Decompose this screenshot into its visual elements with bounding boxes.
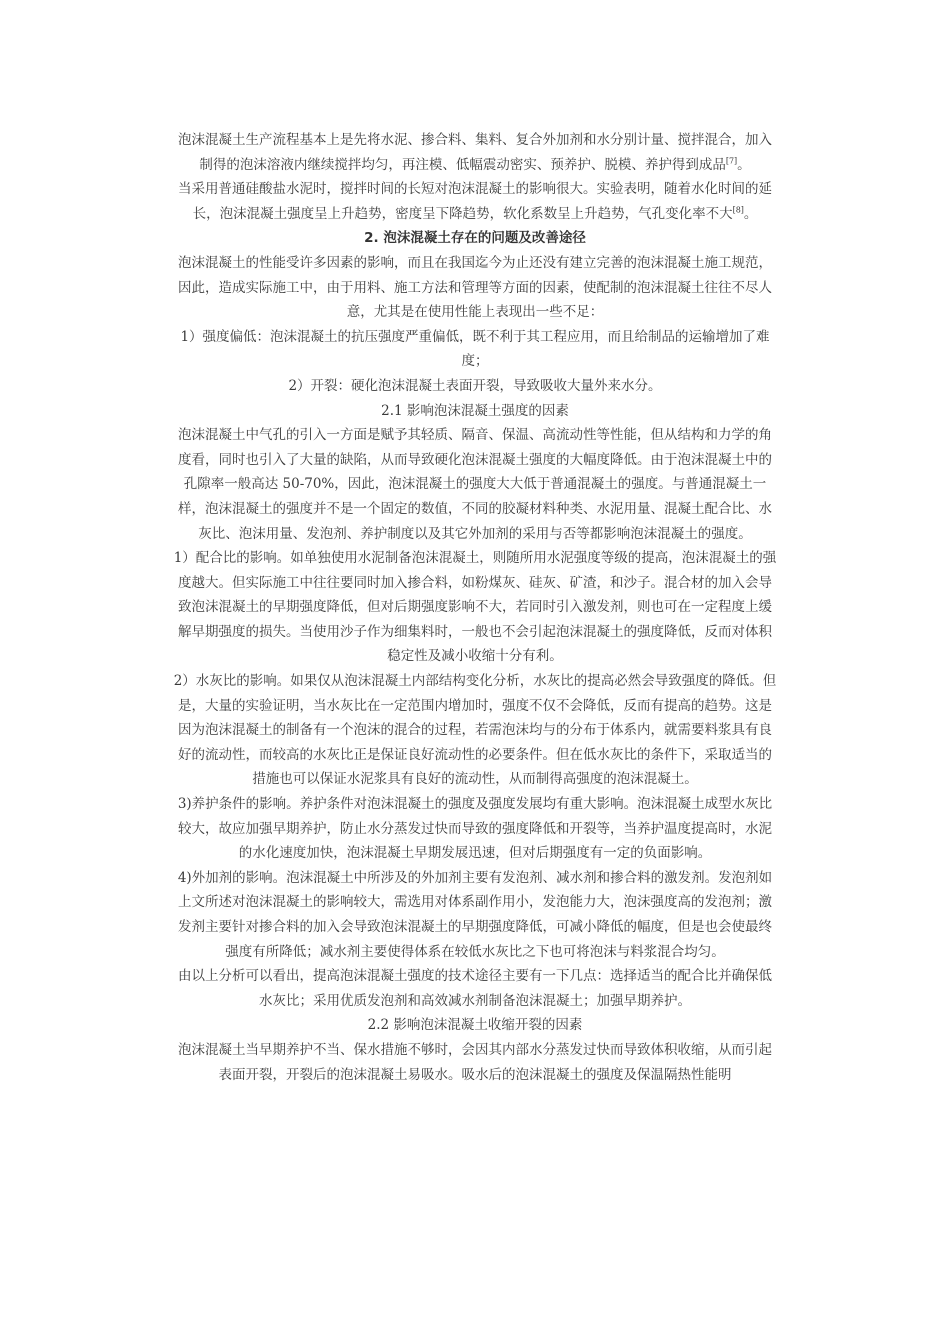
paragraph-water-cement-ratio: 2）水灰比的影响。如果仅从泡沫混凝土内部结构变化分析，水灰比的提高必然会导致强度的降低。但是，大量的实验证明，当水灰比在一定范围内增加时，强度不仅不会降低，反而有提高的趋势。这是因为泡沫混凝土的制备有一个泡沫的混合的过程，若需泡沫均与的分布于体系内，就需要料浆具有良好的流动性，而较高的水灰比正是保证良好流动性的必要条件。但在低水灰比的条件下，采取适当的措施也可以保证水泥浆具有良好的流动性，从而制得高强度的泡沫混凝土。 bbox=[173, 673, 777, 788]
paragraph-text: 当采用普通硅酸盐水泥时，搅拌时间的长短对泡沫混凝土的影响很大。实验表明，随着水化时间的延长，泡沫混凝土强度呈上升趋势，密度呈下降趋势，软化系数呈上升趋势，气孔变化率不大 bbox=[178, 181, 772, 222]
sentence-end: 。 bbox=[737, 156, 751, 173]
paragraph-curing: 3)养护条件的影响。养护条件对泡沫混凝土的强度及强度发展均有重大影响。泡沫混凝土成型水灰比较大，故应加强早期养护，防止水分蒸发过快而导致的强度降低和开裂等，当养护温度提高时，水泥的水化速度加快，泡沫混凝土早期发展迅速，但对后期强度有一定的负面影响。 bbox=[177, 796, 773, 862]
paragraph-mixing-time bbox=[172, 177, 778, 226]
paragraph-shrinkage: 泡沫混凝土当早期养护不当、保水措施不够时，会因其内部水分蒸发过快而导致体积收缩，从而引起表面开裂，开裂后的泡沫混凝土易吸水。吸水后的泡沫混凝土的强度及保温隔热性能明 bbox=[178, 1041, 772, 1083]
paragraph-production-process bbox=[172, 128, 778, 177]
list-item-low-strength: 1）强度偏低：泡沫混凝土的抗压强度严重偏低，既不利于其工程应用，而且给制品的运输增加了难度； bbox=[180, 328, 770, 370]
list-item-cracking: 2）开裂：硬化泡沫混凝土表面开裂，导致吸收大量外来水分。 bbox=[288, 377, 662, 394]
paragraph-admixtures: 4)外加剂的影响。泡沫混凝土中所涉及的外加剂主要有发泡剂、减水剂和掺合料的激发剂。发泡剂如上文所述对泡沫混凝土的影响较大，需选用对体系副作用小，发泡能力大，泡沫强度高的发泡剂；激发剂主要针对掺合料的加入会导致泡沫混凝土的早期强度降低，可减小降低的幅度，但是也会使最终强度有所降低；减水剂主要使得体系在较低水灰比之下也可将泡沫与料浆混合均匀。 bbox=[177, 869, 773, 960]
paragraph-mix-ratio: 1）配合比的影响。如单独使用水泥制备泡沫混凝土，则随所用水泥强度等级的提高，泡沫混凝土的强度越大。但实际施工中往往要同时加入掺合料，如粉煤灰、硅灰、矿渣，和沙子。混合材的加入会导致泡沫混凝土的早期强度降低，但对后期强度影响不大，若同时引入激发剂，则也可在一定程度上缓解早期强度的损失。当使用沙子作为细集料时，一般也不会引起泡沫混凝土的强度降低，反而对体积稳定性及减小收缩十分有利。 bbox=[173, 550, 777, 665]
paragraph-summary: 由以上分析可以看出，提高泡沫混凝土强度的技术途径主要有一下几点：选择适当的配合比并确保低水灰比；采用优质发泡剂和高效减水剂制备泡沫混凝土；加强早期养护。 bbox=[178, 968, 772, 1009]
document-page bbox=[172, 128, 778, 1087]
section-heading-2: 2. 泡沫混凝土存在的问题及改善途径 bbox=[364, 230, 586, 247]
paragraph-pores-strength: 泡沫混凝土中气孔的引入一方面是赋予其轻质、隔音、保温、高流动性等性能，但从结构和力学的角度看，同时也引入了大量的缺陷，从而导致硬化泡沫混凝土强度的大幅度降低。由于泡沫混凝土中的孔隙率一般高达 50-70%，因此，泡沫混凝土的强度大大低于普通混凝土的强度。与普通混凝土一样，泡沫混凝土的强度并不是一个固定的数值，不同的胶凝材料种类、水泥用量、混凝土配合比、水灰比、泡沫用量、发泡剂、养护制度以及其它外加剂的采用与否等都影响泡沫混凝土的强度。 bbox=[178, 427, 772, 542]
paragraph-text: 泡沫混凝土生产流程基本上是先将水泥、掺合料、集料、复合外加剂和水分别计量、搅拌混合，加入制得的泡沫溶液内继续搅拌均匀，再注模、低幅震动密实、预养护、脱模、养护得到成品 bbox=[178, 132, 772, 173]
paragraph-problems-intro: 泡沫混凝土的性能受许多因素的影响，而且在我国迄今为止还没有建立完善的泡沫混凝土施工规范，因此，造成实际施工中，由于用料、施工方法和管理等方面的因素，使配制的泡沫混凝土往往不尽人意，尤其是在使用性能上表现出一些不足： bbox=[178, 254, 772, 321]
citation-ref: [8] bbox=[732, 205, 744, 215]
subsection-heading-2-1: 2.1 影响泡沫混凝土强度的因素 bbox=[381, 402, 569, 419]
subsection-heading-2-2: 2.2 影响泡沫混凝土收缩开裂的因素 bbox=[367, 1017, 583, 1034]
sentence-end: 。 bbox=[743, 205, 758, 222]
citation-ref: [7] bbox=[725, 156, 738, 166]
